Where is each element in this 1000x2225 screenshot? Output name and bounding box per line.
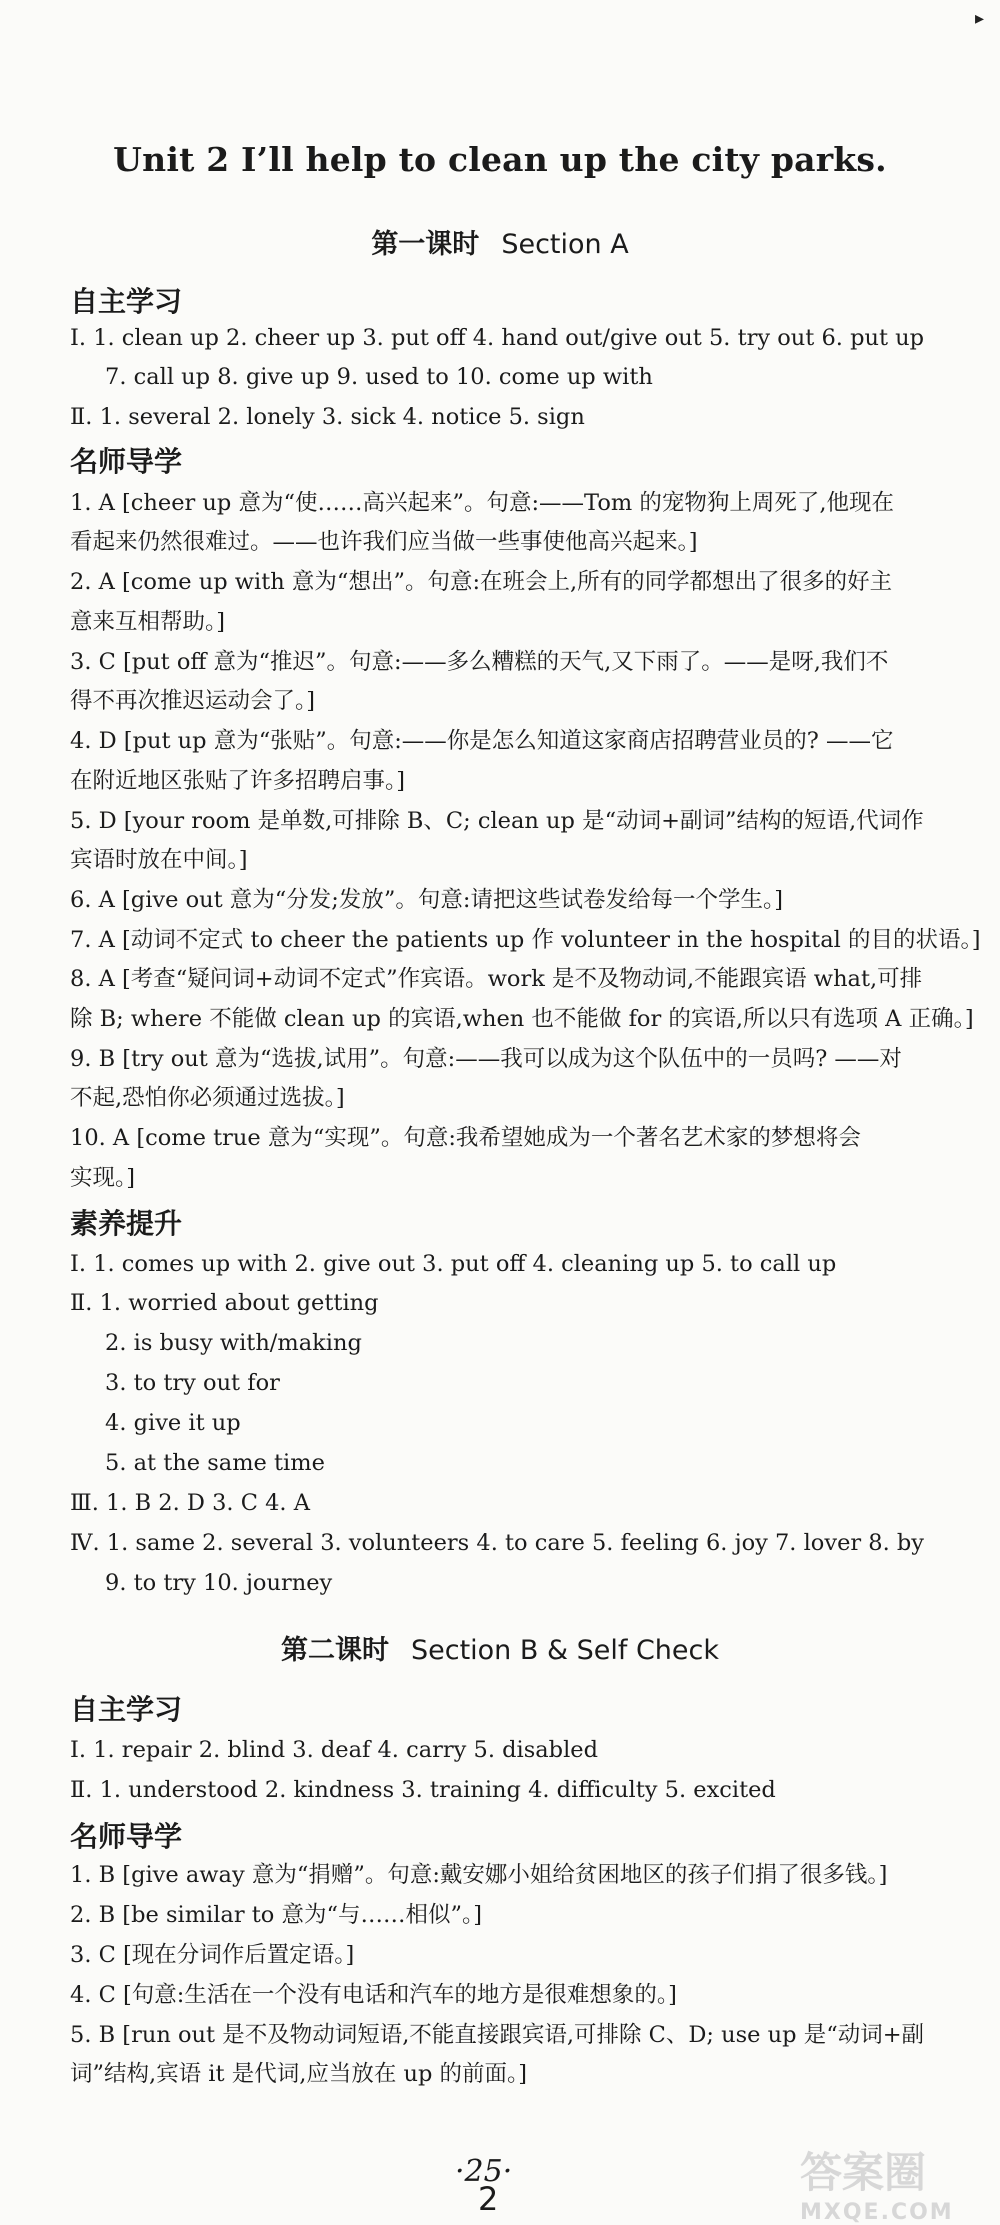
lesson-2-cn: 第二课时: [280, 1635, 389, 1666]
answer-line: Ⅱ. 1. several 2. lonely 3. sick 4. notice 5. sign: [70, 404, 585, 430]
lesson-1-en: Section A: [501, 229, 629, 260]
explanation-line: 实现。]: [70, 1165, 136, 1191]
handwritten-number: 2: [478, 2180, 499, 2218]
section-heading-suyang: 素养提升: [70, 1207, 183, 1240]
explanation-line: 除 B; where 不能做 clean up 的宾语,when 也不能做 for 的宾语,所以只有选项 A 正确。]: [70, 1006, 974, 1032]
explanation-line: 4. C [句意:生活在一个没有电话和汽车的地方是很难想象的。]: [70, 1982, 677, 2008]
explanation-line: 词”结构,宾语 it 是代词,应当放在 up 的前面。]: [70, 2061, 528, 2087]
lesson-2-en: Section B & Self Check: [410, 1635, 720, 1666]
watermark-main: 答案圈: [800, 2148, 927, 2197]
lesson-1-heading: [0, 222, 1000, 261]
explanation-line: 不起,恐怕你必须通过选拔。]: [70, 1085, 345, 1111]
explanation-line: 10. A [come true 意为“实现”。句意:我希望她成为一个著名艺术家的梦想将会: [70, 1125, 861, 1151]
explanation-line: 4. D [put up 意为“张贴”。句意:——你是怎么知道这家商店招聘营业员的? ——它: [70, 728, 894, 754]
explanation-line: 1. A [cheer up 意为“使……高兴起来”。句意:——Tom 的宠物狗上周死了,他现在: [70, 490, 895, 516]
explanation-line: 意来互相帮助。]: [70, 609, 226, 635]
explanation-line: 8. A [考查“疑问词+动词不定式”作宾语。work 是不及物动词,不能跟宾语 what,可排: [70, 966, 923, 992]
explanation-line: 得不再次推迟运动会了。]: [70, 688, 316, 714]
section-heading-mingshi-1: 名师导学: [70, 445, 183, 478]
corner-mark: ▸: [974, 8, 984, 29]
lesson-1-cn: 第一课时: [371, 229, 480, 260]
explanation-line: 在附近地区张贴了许多招聘启事。]: [70, 768, 406, 794]
explanation-line: 看起来仍然很难过。——也许我们应当做一些事使他高兴起来。]: [70, 529, 698, 555]
answer-line: Ⅲ. 1. B 2. D 3. C 4. A: [70, 1490, 310, 1516]
explanation-line: 5. B [run out 是不及物动词短语,不能直接跟宾语,可排除 C、D; use up 是“动词+副: [70, 2022, 925, 2048]
lesson-2-heading: [0, 1628, 1000, 1667]
answer-line: 9. to try 10. journey: [105, 1570, 333, 1596]
section-heading-zizhu-1: 自主学习: [70, 285, 183, 318]
answer-line: Ⅱ. 1. understood 2. kindness 3. training 4. difficulty 5. excited: [70, 1777, 776, 1803]
watermark-logo: [800, 2140, 990, 2225]
answer-line: Ⅰ. 1. clean up 2. cheer up 3. put off 4. hand out/give out 5. try out 6. put up: [70, 325, 925, 351]
explanation-line: 1. B [give away 意为“捐赠”。句意:戴安娜小姐给贫困地区的孩子们捐了很多钱。]: [70, 1862, 888, 1888]
answer-line: Ⅳ. 1. same 2. several 3. volunteers 4. to care 5. feeling 6. joy 7. lover 8. by: [70, 1530, 925, 1556]
answer-line: Ⅰ. 1. repair 2. blind 3. deaf 4. carry 5. disabled: [70, 1737, 599, 1763]
explanation-line: 9. B [try out 意为“选拔,试用”。句意:——我可以成为这个队伍中的一员吗? ——对: [70, 1046, 902, 1072]
unit-title: Unit 2 I’ll help to clean up the city parks.: [113, 140, 887, 179]
answer-line: 4. give it up: [105, 1410, 241, 1436]
explanation-line: 3. C [put off 意为“推迟”。句意:——多么糟糕的天气,又下雨了。——是呀,我们不: [70, 649, 889, 675]
section-heading-mingshi-2: 名师导学: [70, 1820, 183, 1853]
explanation-line: 2. A [come up with 意为“想出”。句意:在班会上,所有的同学都想出了很多的好主: [70, 569, 893, 595]
answer-line: 5. at the same time: [105, 1450, 325, 1476]
explanation-line: 6. A [give out 意为“分发;发放”。句意:请把这些试卷发给每一个学生。]: [70, 887, 784, 913]
watermark-sub: MXQE.COM: [800, 2200, 954, 2225]
explanation-line: 宾语时放在中间。]: [70, 847, 248, 873]
explanation-line: 3. C [现在分词作后置定语。]: [70, 1942, 355, 1968]
answer-line: Ⅰ. 1. comes up with 2. give out 3. put off 4. cleaning up 5. to call up: [70, 1251, 837, 1277]
answer-line: 7. call up 8. give up 9. used to 10. come up with: [105, 364, 653, 390]
answer-line: 3. to try out for: [105, 1370, 280, 1396]
explanation-line: 7. A [动词不定式 to cheer the patients up 作 volunteer in the hospital 的目的状语。]: [70, 927, 981, 953]
answer-line: Ⅱ. 1. worried about getting: [70, 1290, 379, 1316]
explanation-line: 2. B [be similar to 意为“与……相似”。]: [70, 1902, 483, 1928]
section-heading-zizhu-2: 自主学习: [70, 1693, 183, 1726]
explanation-line: 5. D [your room 是单数,可排除 B、C; clean up 是“动词+副词”结构的短语,代词作: [70, 808, 924, 834]
page-number: ·25·: [455, 2154, 513, 2189]
answer-line: 2. is busy with/making: [105, 1330, 362, 1356]
